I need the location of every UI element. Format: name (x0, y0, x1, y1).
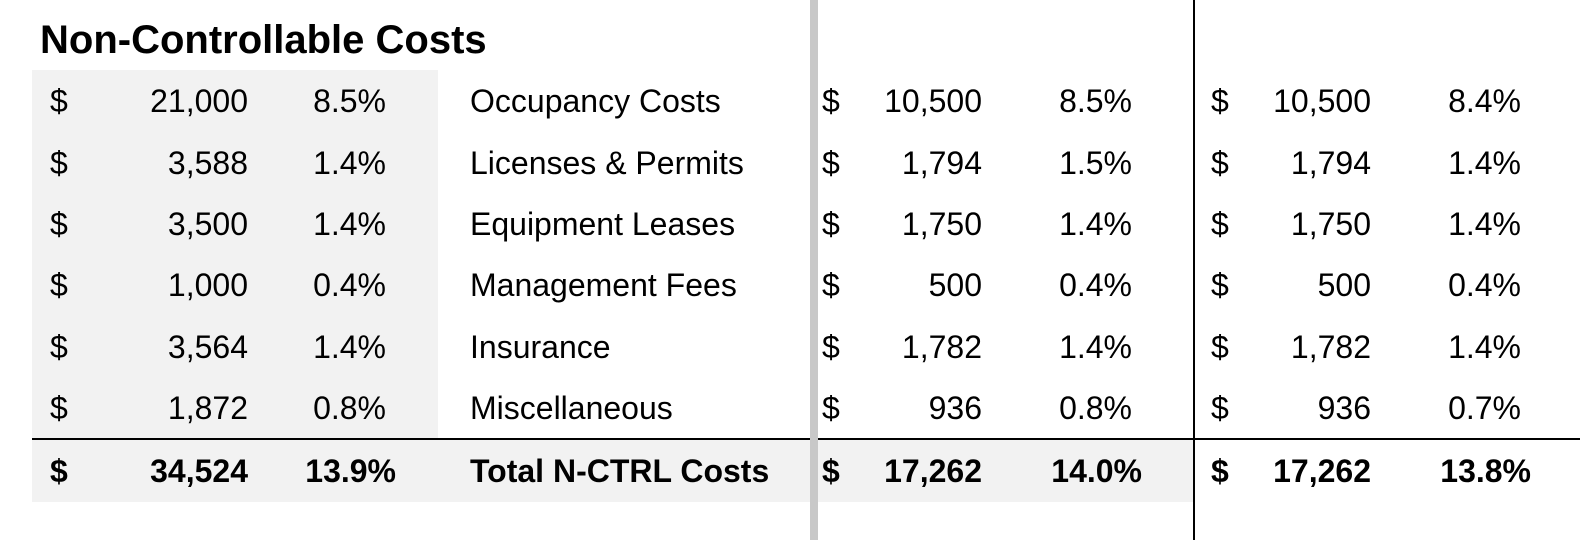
percent-cell: 1.4% (1448, 206, 1521, 242)
currency-symbol: $ (50, 329, 68, 365)
amount-cell: 1,794 (1290, 145, 1371, 181)
total-row (0, 440, 1580, 502)
percent-cell: 1.4% (1059, 329, 1132, 365)
amount-cell: 1,750 (1290, 206, 1371, 242)
percent-cell: 1.4% (1448, 145, 1521, 181)
amount-cell: 1,750 (901, 206, 982, 242)
currency-symbol: $ (1211, 267, 1229, 303)
currency-symbol: $ (822, 390, 840, 426)
amount-cell: 10,500 (1273, 83, 1371, 119)
amount-cell: 1,794 (901, 145, 982, 181)
table-row (0, 193, 1580, 255)
amount-cell: 936 (1317, 390, 1371, 426)
currency-symbol: $ (822, 329, 840, 365)
currency-symbol: $ (822, 206, 840, 242)
table-row (0, 316, 1580, 378)
total-amount-cell: 17,262 (884, 453, 982, 489)
currency-symbol: $ (50, 390, 68, 426)
percent-cell: 0.4% (1059, 267, 1132, 303)
percent-cell: 0.4% (1448, 267, 1521, 303)
table-row (0, 132, 1580, 194)
amount-cell: 1,000 (167, 267, 248, 303)
amount-cell: 3,588 (167, 145, 248, 181)
table-row (0, 377, 1580, 439)
percent-cell: 8.5% (1059, 83, 1132, 119)
currency-symbol: $ (822, 453, 840, 489)
currency-symbol: $ (1211, 83, 1229, 119)
percent-cell: 0.4% (313, 267, 386, 303)
percent-cell: 1.4% (313, 145, 386, 181)
currency-symbol: $ (50, 83, 68, 119)
currency-symbol: $ (50, 267, 68, 303)
amount-cell: 10,500 (884, 83, 982, 119)
currency-symbol: $ (50, 453, 68, 489)
amount-cell: 3,500 (167, 206, 248, 242)
amount-cell: 500 (928, 267, 982, 303)
currency-symbol: $ (822, 145, 840, 181)
percent-cell: 1.4% (313, 206, 386, 242)
percent-cell: 1.4% (1448, 329, 1521, 365)
total-row-label: Total N-CTRL Costs (470, 453, 770, 489)
amount-cell: 500 (1317, 267, 1371, 303)
amount-cell: 1,872 (167, 390, 248, 426)
amount-cell: 1,782 (1290, 329, 1371, 365)
section-title: Non-Controllable Costs (40, 18, 487, 62)
currency-symbol: $ (50, 206, 68, 242)
amount-cell: 1,782 (901, 329, 982, 365)
total-percent-cell: 13.8% (1440, 453, 1531, 489)
row-label: Miscellaneous (470, 390, 673, 426)
currency-symbol: $ (1211, 145, 1229, 181)
row-label: Occupancy Costs (470, 83, 721, 119)
amount-cell: 936 (928, 390, 982, 426)
percent-cell: 1.5% (1059, 145, 1132, 181)
amount-cell: 21,000 (150, 83, 248, 119)
row-label: Licenses & Permits (470, 145, 744, 181)
percent-cell: 8.4% (1448, 83, 1521, 119)
currency-symbol: $ (822, 83, 840, 119)
percent-cell: 0.7% (1448, 390, 1521, 426)
percent-cell: 1.4% (1059, 206, 1132, 242)
table-row (0, 254, 1580, 316)
currency-symbol: $ (822, 267, 840, 303)
total-percent-cell: 13.9% (305, 453, 396, 489)
percent-cell: 8.5% (313, 83, 386, 119)
row-label: Insurance (470, 329, 611, 365)
row-label: Management Fees (470, 267, 737, 303)
percent-cell: 1.4% (313, 329, 386, 365)
row-label: Equipment Leases (470, 206, 736, 242)
currency-symbol: $ (1211, 206, 1229, 242)
amount-cell: 3,564 (167, 329, 248, 365)
currency-symbol: $ (1211, 390, 1229, 426)
currency-symbol: $ (50, 145, 68, 181)
total-amount-cell: 34,524 (150, 453, 248, 489)
total-amount-cell: 17,262 (1273, 453, 1371, 489)
table-row (0, 70, 1580, 132)
currency-symbol: $ (1211, 453, 1229, 489)
currency-symbol: $ (1211, 329, 1229, 365)
percent-cell: 0.8% (1059, 390, 1132, 426)
percent-cell: 0.8% (313, 390, 386, 426)
total-percent-cell: 14.0% (1051, 453, 1142, 489)
